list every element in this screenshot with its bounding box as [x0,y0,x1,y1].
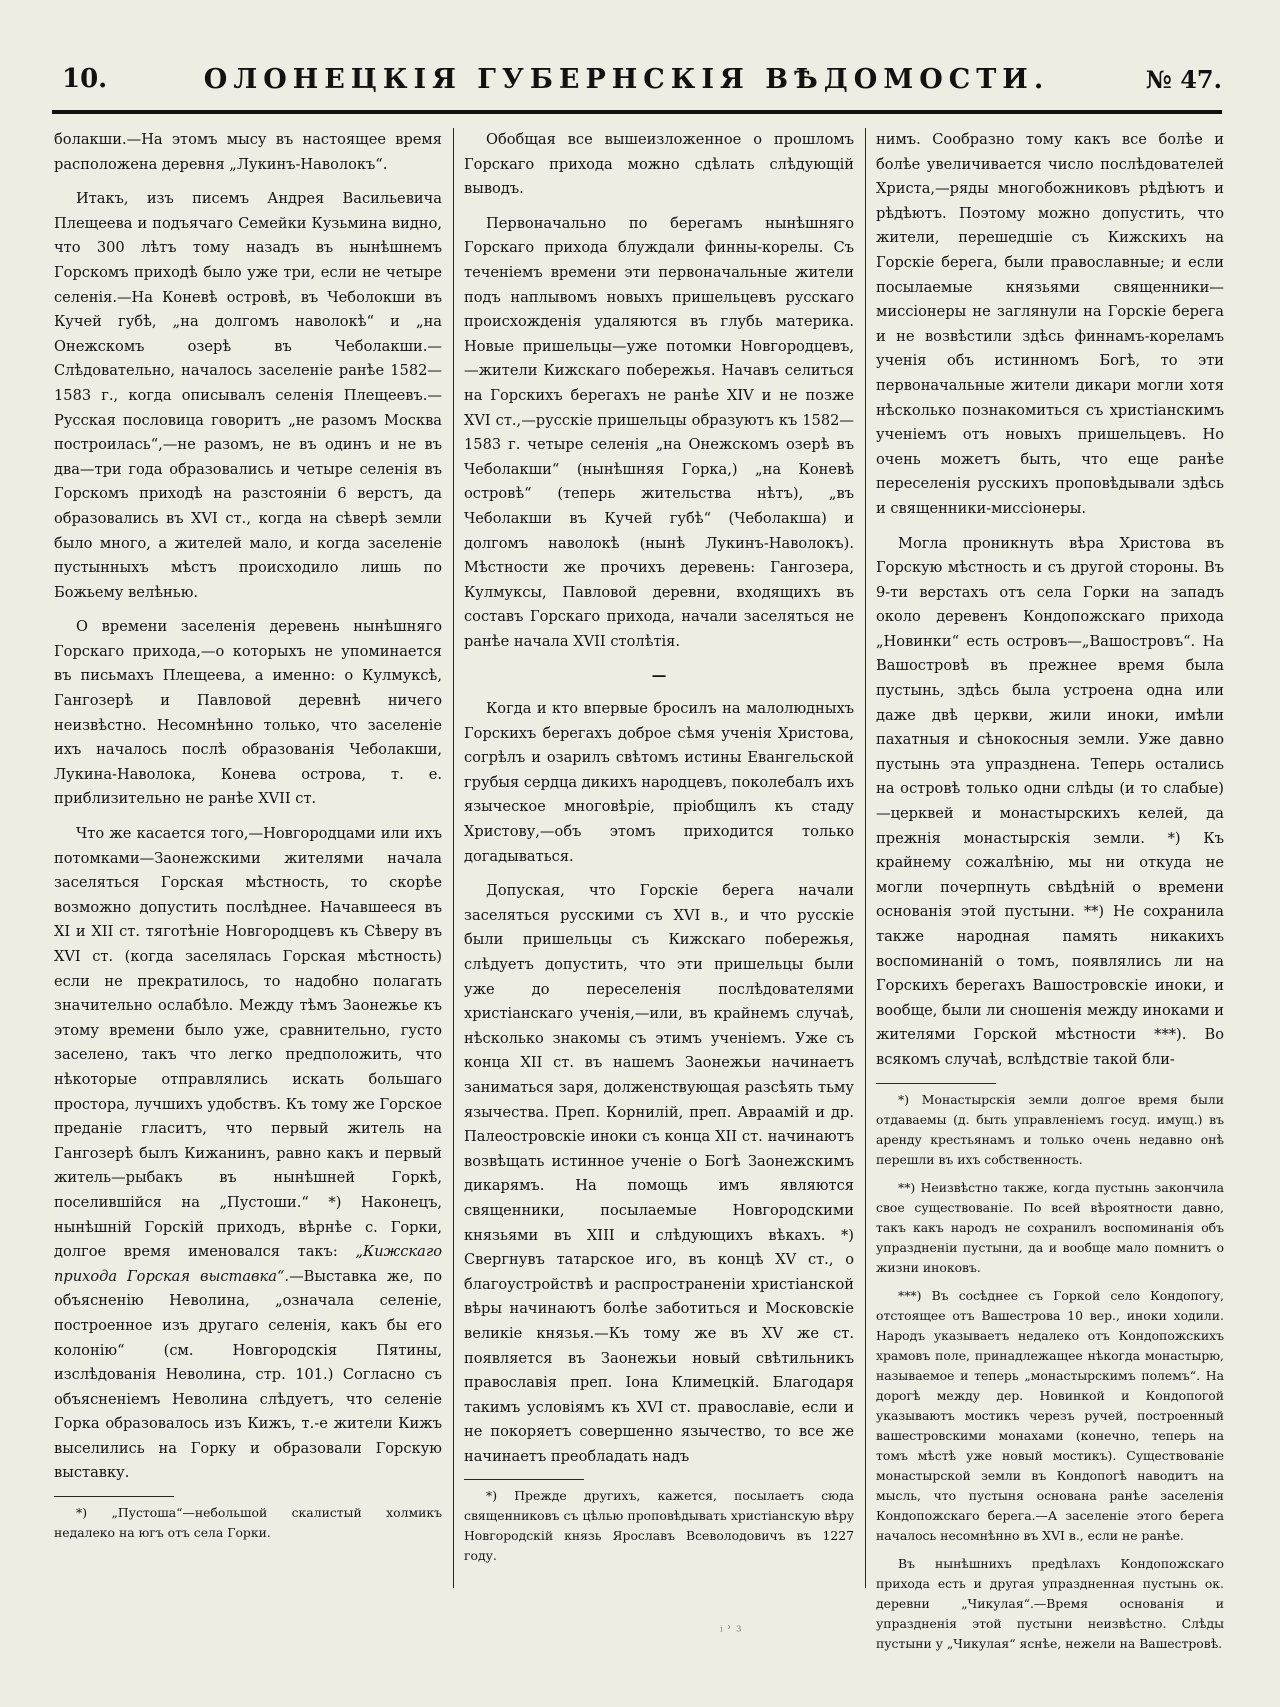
column-3 [876,128,1224,1651]
footnote: *) Прежде другихъ, кажется, посылаетъ сюда священниковъ съ цѣлью проповѣдывать христіанскую вѣру Новгородскій князь Ярославъ Всеволодовичъ въ 1227 году. [464,1488,854,1564]
footnote: *) „Пустоша“—небольшой скалистый холмикъ недалеко на югъ отъ села Горки. [54,1505,442,1541]
header-rule [52,110,1222,114]
stray-marks: ⁱ ʾ ³ [720,1624,742,1640]
page-number: 10. [62,64,108,94]
footnotes [54,1503,442,1543]
paragraph-text: —Выставка же, по объясненію Неволина, „означала селеніе, построенное изъ другаго селенія, какъ бы его колонію“ (см. Новгородскія Пятины, изслѣдованія Неволина, стр. 101.) Согласно съ объясненіемъ Неволина слѣдуетъ, что селеніе Горка образовалось изъ Кижъ, т.-е жители Кижъ выселились на Горку и образовали Горскую выставку. [54,1267,442,1482]
newspaper-title: ОЛОНЕЦКІЯ ГУБЕРНСКІЯ ВѢДОМОСТИ. [203,63,1050,95]
paragraph: Могла проникнуть вѣра Христова въ Горскую мѣстность и съ другой стороны. Въ 9-ти верстахъ отъ села Горки на западъ около деревенъ Кондопожскаго прихода „Новинки“ есть островъ—„Вашостровъ“. На Вашостровѣ въ прежнее время была пустынь, здѣсь была устроена одна или даже двѣ церкви, жили иноки, имѣли пахатныя и сѣнокосныя земли. Уже давно пустынь эта упразднена. Теперь остались на островѣ только одни слѣды (и то слабые)—церквей и монастырскихъ келей, да прежнія монастырскія земли. *) Къ крайнему сожалѣнію, мы ни откуда не могли почерпнуть свѣдѣній о времени основанія этой пустыни. **) Не сохранила также народная память никакихъ воспоминаній о томъ, появлялись ли на Горскихъ берегахъ Вашостровскіе иноки, и вообще, были ли сношенія между иноками и жителями Горской мѣстности ***). Во всякомъ случаѣ, вслѣдствіе такой бли- [876,534,1224,1068]
footnotes [464,1486,854,1566]
footnote-rule [54,1496,174,1497]
footnote: *) Монастырскія земли долгое время были отдаваемы (д. быть управленіемъ госуд. имущ.) въ аренду крестьянамъ и только очень недавно онѣ перешли въ ихъ собственность. [876,1091,1224,1167]
column-divider [865,128,866,1588]
column-2 [464,128,854,1588]
paragraph: Допуская, что Горскіе берега начали заселяться русскими съ XVI в., и что русскіе были пришельцы съ Кижскаго побережья, слѣдуетъ допустить, что эти пришельцы были уже до переселенія послѣдователями христіанскаго ученія,—или, въ крайнемъ случаѣ, нѣсколько знакомы съ этимъ ученіемъ. Уже съ конца XII ст. въ нашемъ Заонежьи начинаетъ заниматься заря, долженствующая разсѣять тьму язычества. Преп. Корнилій, преп. Авраамій и др. Палеостровскіе иноки съ конца XII ст. начинаютъ возвѣщать истинное ученіе о Богѣ Заонежскимъ дикарямъ. На помощь имъ являются священники, посылаемые Новгородскими князьями въ XIII и слѣдующихъ вѣкахъ. *) Свергнувъ татарское иго, въ концѣ XV ст., о благоустройствѣ и распространеніи христіанской вѣры начинаютъ болѣе заботиться и Московскіе великіе князья.—Къ тому же въ XV же ст. появляется въ Заонежьи новый свѣтильникъ православія преп. Іона Климецкій. Благодаря такимъ условіямъ къ XVI ст. православіе, если и не покоряетъ совершенно язычество, то все же начинаетъ преобладать надъ [464,882,854,1465]
footnote-rule [876,1083,996,1084]
footnotes [876,1090,1224,1654]
section-separator: — [651,667,667,685]
page-header [62,58,1222,100]
footnote: **) Неизвѣстно также, когда пустынь закончила свое существованіе. По всей вѣроятности давно, такъ какъ народъ не сохранилъ воспоминанія объ упраздненіи пустыни, да и вообще мало помнитъ о жизни иноковъ. [876,1179,1224,1275]
paragraph: Обобщая все вышеизложенное о прошломъ Горскаго прихода можно сдѣлать слѣдующій выводъ. [464,131,854,198]
column-1 [54,128,442,1588]
paragraph: Первоначально по берегамъ нынѣшняго Горскаго прихода блуждали финны-корелы. Съ теченіемъ времени эти первоначальные жители подъ наплывомъ новыхъ пришельцевъ русскаго происхожденія удаляются въ глубь материка. Новые пришельцы—уже потомки Новгородцевъ,—жители Кижскаго побережья. Начавъ селиться на Горскихъ берегахъ не ранѣе XIV и не позже XVI ст.,—русскіе пришельцы образуютъ къ 1582—1583 г. четыре селенія „на Онежскомъ озерѣ въ Чеболакши“ (нынѣшняя Горка,) „на Коневѣ островѣ“ (теперь жительства нѣтъ), „въ Чеболакши въ Кучей губѣ“ (Чеболакша) и долгомъ наволокѣ (нынѣ Лукинъ-Наволокъ). Мѣстности же прочихъ деревень: Гангозера, Кулмуксы, Павловой деревни, входящихъ въ составъ Горскаго прихода, начали заселяться не ранѣе начала XVII столѣтія. [464,214,854,650]
paragraph: Когда и кто впервые бросилъ на малолюдныхъ Горскихъ берегахъ доброе сѣмя ученія Христова, согрѣлъ и озарилъ свѣтомъ истины Евангельской грубыя сердца дикихъ народцевъ, поколебалъ ихъ языческое многовѣріе, пріобщилъ къ стаду Христову,—объ этомъ приходится только догадываться. [464,700,854,865]
footnote: ***) Въ сосѣднее съ Горкой село Кондопогу, отстоящее отъ Вашестрова 10 вер., иноки ходили. Народъ указываетъ недалеко отъ Кондопожскихъ храмовъ поле, принадлежащее нѣкогда монастырю, называемое и теперь „монастырскимъ полемъ“. На дорогѣ между дер. Новинкой и Кондопогой указываютъ мостикъ черезъ ручей, построенный вашестровскими монахами (конечно, теперь на томъ мѣстѣ уже новый мостикъ). Существованіе монастырской земли въ Кондопогѣ наводитъ на мысль, что пустыня основана ранѣе заселенія Кондопожскаго берега.—А заселеніе этого берега началось несомнѣнно въ XVI в., если не ранѣе. [876,1287,1224,1543]
paragraph: болакши.—На этомъ мысу въ настоящее время расположена деревня „Лукинъ-Наволокъ“. [54,131,442,173]
italic-quote: „Кижскаго прихода Горская выставка“. [54,1243,442,1285]
paragraph: нимъ. Сообразно тому какъ все болѣе и болѣе увеличивается число послѣдователей Христа,—ряды многобожниковъ рѣдѣютъ и рѣдѣютъ. Поэтому можно допустить, что жители, перешедшіе съ Кижскихъ на Горскіе берега, были православные; и если посылаемые князьями священники—миссіонеры не заглянули на Горскіе берега и не возвѣстили здѣсь финнамъ-кореламъ ученія объ истинномъ Богѣ, то эти первоначальные жители дикари могли хотя нѣсколько познакомиться съ христіанскимъ ученіемъ отъ новыхъ пришельцевъ. Но очень можетъ быть, что еще ранѣе переселенія русскихъ проповѣдывали здѣсь и священники-миссіонеры. [876,131,1224,517]
paragraph: О времени заселенія деревень нынѣшняго Горскаго прихода,—о которыхъ не упоминается въ письмахъ Плещеева, а именно: о Кулмуксѣ, Гангозерѣ и Павловой деревнѣ ничего неизвѣстно. Несомнѣнно только, что заселеніе ихъ началось послѣ образованія Чеболакши, Лукина-Наволока, Конева острова, т. е. приблизительно не ранѣе XVII ст. [54,618,442,808]
paragraph [54,822,442,1486]
issue-number: № 47. [1145,64,1222,94]
paragraph-text: Что же касается того,—Новгородцами или ихъ потомками—Заонежскими жителями начала заселяться Горская мѣстность, то скорѣе возможно допустить послѣднее. Начавшееся въ XI и XII ст. тяготѣніе Новгородцевъ къ Сѣверу въ XVI ст. (когда заселялась Горская мѣстность) если не прекратилось, то надобно полагать значительно ослабѣло. Между тѣмъ Заонежье къ этому времени было уже, сравнительно, густо заселено, такъ что легко предположить, что нѣкоторые отправлялись искать большаго простора, лучшихъ удобствъ. Къ тому же Горское преданіе гласитъ, что первый житель на Гангозерѣ былъ Кижанинъ, равно какъ и первый житель—рыбакъ въ нынѣшней Горкѣ, поселившійся на „Пустоши.“ *) Наконецъ, нынѣшній Горскій приходъ, вѣрнѣе с. Горки, долгое время именовался такъ: [54,825,442,1261]
footnote-rule [464,1479,584,1480]
paragraph: Итакъ, изъ писемъ Андрея Васильевича Плещеева и подъячаго Семейки Кузьмина видно, что 300 лѣтъ тому назадъ въ нынѣшнемъ Горскомъ приходѣ было уже три, если не четыре селенія.—На Коневѣ островѣ, въ Чеболокши въ Кучей губѣ, „на долгомъ наволокѣ“ и „на Онежскомъ озерѣ въ Чеболакши.—Слѣдовательно, началось заселеніе ранѣе 1582—1583 г., когда описывалъ селенія Плещеевъ.—Русская пословица говоритъ „не разомъ Москва построилась“,—не разомъ, не въ одинъ и не въ два—три года образовались и четыре селенія въ Горскомъ приходѣ на разстояніи 6 верстъ, да образовались въ XVI ст., когда на сѣверѣ земли было много, а жителей мало, и когда заселеніе пустынныхъ мѣстъ происходило лишь по Божьему велѣнью. [54,190,442,601]
footnote: Въ нынѣшнихъ предѣлахъ Кондопожскаго прихода есть и другая упраздненная пустынь ок. деревни „Чикулая“.—Время основанія и упраздненія этой пустыни неизвѣстно. Слѣды пустыни у „Чикулая“ яснѣе, нежели на Вашестровѣ. [876,1555,1224,1651]
column-divider [453,128,454,1588]
